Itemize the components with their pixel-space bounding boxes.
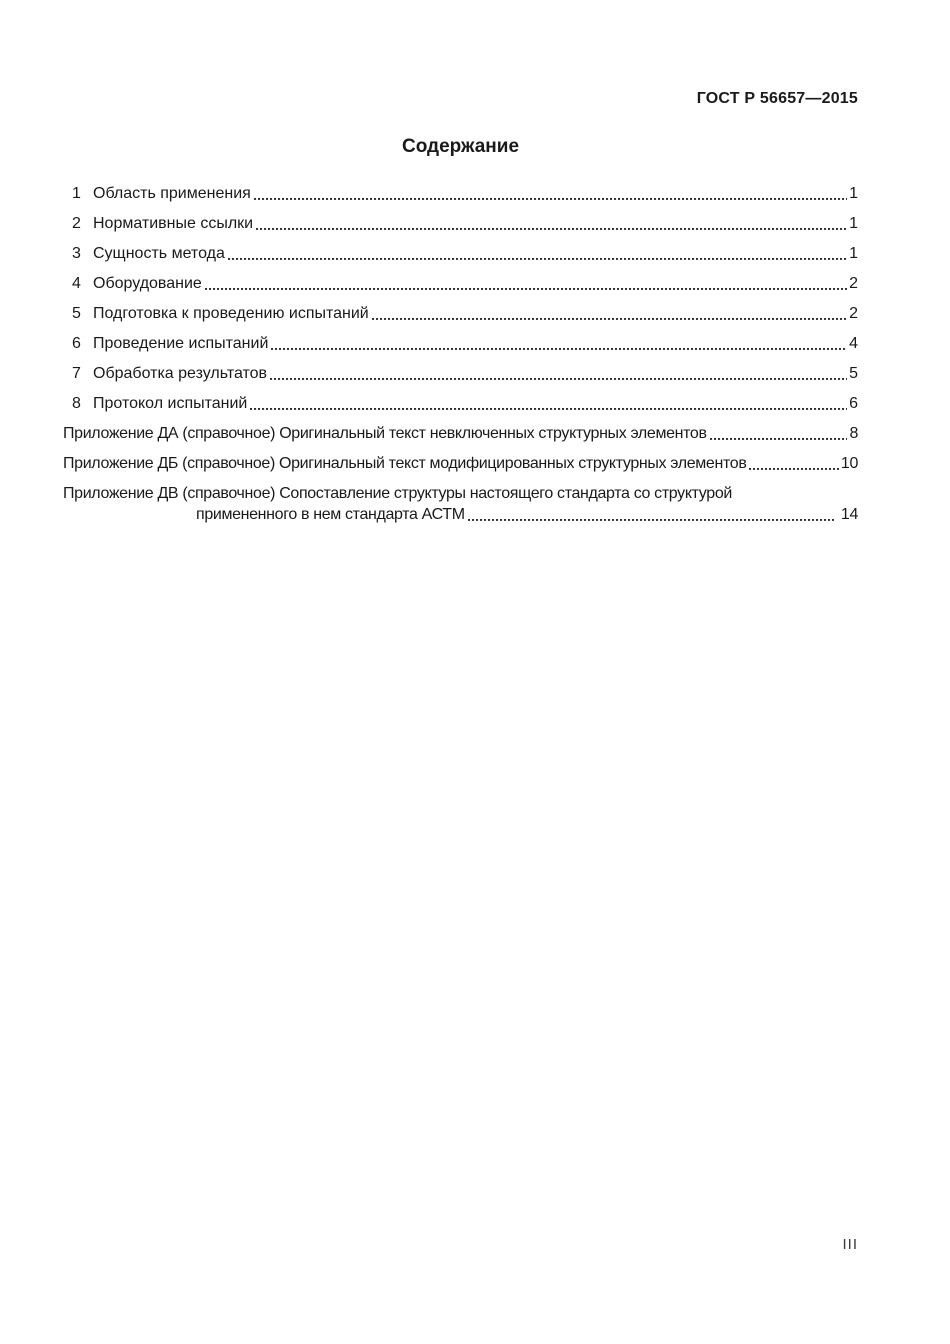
toc-entry (63, 273, 858, 303)
toc-entry-label-continued: примененного в нем стандарта АСТМ (196, 506, 465, 523)
toc-entry-line (63, 504, 858, 525)
toc-entry (63, 393, 858, 423)
toc-entry-page: 6 (849, 395, 858, 412)
toc-leader-dots (749, 453, 838, 473)
toc-entry-label: Нормативные ссылки (93, 215, 254, 232)
document-code-header: ГОСТ Р 56657—2015 (696, 90, 858, 107)
toc-entry-page: 4 (849, 335, 858, 352)
toc-entry-page: 2 (849, 305, 858, 322)
toc-entry-label: Проведение испытаний (93, 335, 269, 352)
page-number-footer: III (842, 1236, 858, 1253)
toc-entry-page: 2 (849, 275, 858, 292)
toc-leader-dots (271, 333, 847, 353)
toc-entry-label: Оборудование (93, 275, 202, 292)
toc-leader-dots (710, 423, 848, 443)
toc-leader-dots (256, 213, 847, 233)
toc-entry-number: 7 (72, 365, 81, 382)
toc-entry-page: 1 (849, 185, 858, 202)
toc-entry-number: 8 (72, 395, 81, 412)
toc-appendix-entry (63, 453, 858, 483)
toc-entry (63, 363, 858, 393)
toc-entry (63, 333, 858, 363)
toc-entry-page: 1 (849, 245, 858, 262)
toc-entry (63, 183, 858, 213)
toc-entry-label: Обработка результатов (93, 365, 268, 382)
toc-entry-page: 10 (840, 455, 858, 472)
toc-entry-page: 1 (849, 215, 858, 232)
toc-entry-label: Сущность метода (93, 245, 225, 262)
toc-entry-label: Приложение ДБ (справочное) Оригинальный текст модифицированных структурных элементов (63, 455, 747, 472)
toc-leader-dots (254, 183, 847, 203)
toc-entry-label: Подготовка к проведению испытаний (93, 305, 369, 322)
page-title: Содержание (401, 136, 520, 157)
toc-entry-label: Приложение ДВ (справочное) Сопоставление структуры настоящего стандарта со структурой (63, 485, 732, 502)
toc-entry-number: 6 (72, 335, 81, 352)
toc-entry-number: 3 (72, 245, 81, 262)
table-of-contents (63, 183, 858, 525)
toc-leader-dots (372, 303, 847, 323)
toc-leader-dots (250, 393, 847, 413)
toc-leader-dots (228, 243, 847, 263)
page-content (63, 0, 858, 525)
toc-entry-line (63, 483, 858, 504)
toc-appendix-entry (63, 423, 858, 453)
toc-entry-page: 8 (849, 425, 858, 442)
toc-entry-number: 2 (72, 215, 81, 232)
toc-entry (63, 303, 858, 333)
toc-leader-dots (270, 363, 847, 383)
toc-entry-page: 14 (840, 506, 858, 523)
toc-entry-label: Протокол испытаний (93, 395, 248, 412)
toc-entry-label: Область применения (93, 185, 251, 202)
toc-entry-number: 5 (72, 305, 81, 322)
toc-leader-dots (205, 273, 847, 293)
toc-entry-label: Приложение ДА (справочное) Оригинальный текст невключенных структурных элементов (63, 425, 707, 442)
toc-appendix-entry (63, 483, 858, 525)
toc-entry-number: 1 (72, 185, 81, 202)
toc-leader-dots (468, 504, 835, 524)
toc-entry-page: 5 (849, 365, 858, 382)
toc-entry-number: 4 (72, 275, 81, 292)
toc-entry (63, 243, 858, 273)
toc-entry (63, 213, 858, 243)
